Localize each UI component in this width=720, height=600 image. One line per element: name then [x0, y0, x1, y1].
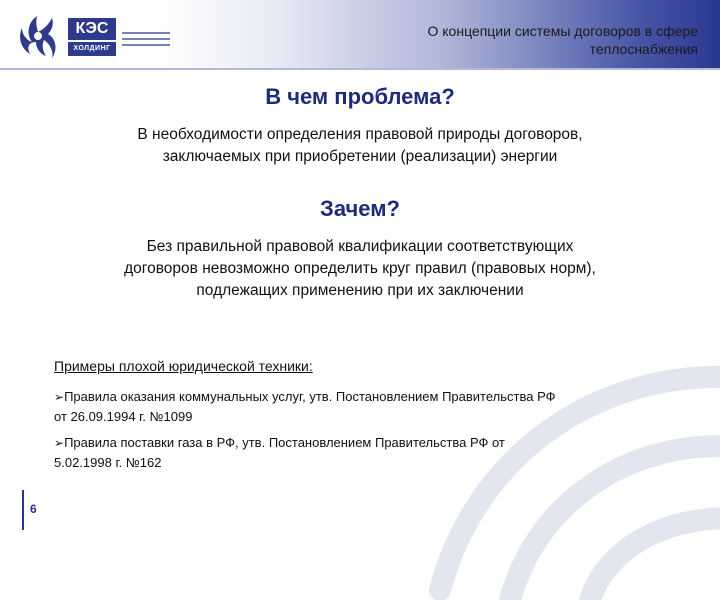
- example-item: [54, 433, 694, 473]
- example-text-line2: от 26.09.1994 г. №1099: [54, 409, 193, 424]
- why-answer-line2: договоров невозможно определить круг правил (правовых норм),: [124, 260, 596, 277]
- question-heading-problem: В чем проблема?: [265, 84, 455, 109]
- kes-holding-logo-icon: [14, 12, 60, 60]
- why-answer-line3: подлежащих применению при их заключении: [196, 282, 524, 299]
- arrow-bullet-icon: ➢: [54, 390, 65, 404]
- logo-subtext: ХОЛДИНГ: [68, 42, 116, 56]
- example-item: [54, 387, 694, 427]
- page-number-bar: [22, 490, 24, 530]
- problem-answer-line1: В необходимости определения правовой природы договоров,: [137, 126, 583, 143]
- presentation-title: [368, 22, 698, 58]
- logo-tagline-lines: [122, 32, 170, 54]
- problem-answer-line2: заключаемых при приобретении (реализации) энергии: [162, 148, 558, 165]
- why-answer-line1: Без правильной правовой квалификации соответствующих: [146, 238, 574, 255]
- example-text-line1: Правила оказания коммунальных услуг, утв. Постановлением Правительства РФ: [64, 389, 556, 404]
- example-text-line2: 5.02.1998 г. №162: [54, 455, 162, 470]
- presentation-title-line2: теплоснабжения: [589, 41, 698, 57]
- example-text-line1: Правила поставки газа в РФ, утв. Постановлением Правительства РФ от: [64, 435, 505, 450]
- logo-wordmark: КЭС: [68, 18, 116, 40]
- page-number: 6: [30, 502, 37, 516]
- kes-holding-logo: [14, 12, 174, 62]
- presentation-title-line1: О концепции системы договоров в сфере: [427, 23, 698, 39]
- question-heading-why: Зачем?: [320, 196, 400, 221]
- header-divider: [0, 68, 720, 70]
- problem-answer: [50, 124, 670, 168]
- examples-heading: Примеры плохой юридической техники:: [54, 358, 313, 374]
- why-answer: [50, 236, 670, 302]
- arrow-bullet-icon: ➢: [54, 436, 65, 450]
